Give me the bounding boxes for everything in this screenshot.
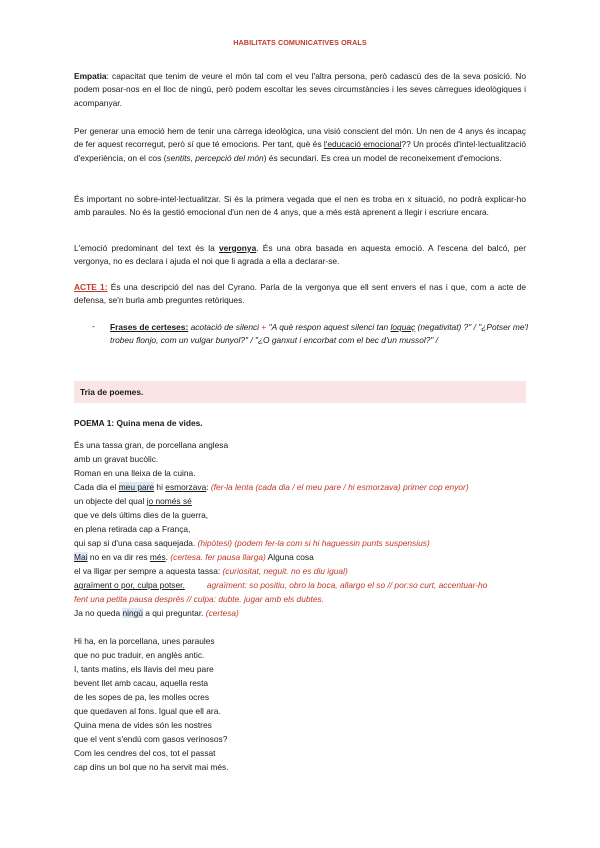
- annotation: (certesa): [205, 608, 239, 618]
- paragraph-empatia: [74, 70, 526, 110]
- paragraph-emocio: [74, 125, 526, 165]
- poem-line: que no puc traduir, en anglès antic.: [74, 650, 205, 660]
- text-span: Alguna cosa: [265, 552, 314, 562]
- poem-line: I, tants matins, els llavis del meu pare: [74, 664, 214, 674]
- text-span: un objecte del qual: [74, 496, 147, 506]
- poem-line: que quedaven al fons. Igual que ell ara.: [74, 706, 221, 716]
- paragraph-intellectualitzar: És important no sobre-intel·lectualitzar. Si és la primera vegada que el nen es troba en x situació, no podrà explicar-ho amb paraules. No és la gestió emocional d'un nen de 4 anys, que a més està aprenent a llegir i escriure encara.: [74, 194, 526, 218]
- underlined-term: loquaç: [390, 322, 416, 332]
- poem-line: Quina mena de vides són les nostres: [74, 720, 212, 730]
- plus-sign: +: [261, 322, 267, 332]
- underlined-term: l'educació emocional: [323, 139, 402, 150]
- text-span: el va lligar per sempre a aquesta tassa:: [74, 566, 223, 576]
- term-empatia: Empatia: [74, 71, 107, 81]
- poem-line: que ve dels últims dies de la guerra,: [74, 510, 209, 520]
- text-span: Cada dia el: [74, 482, 119, 492]
- poem-line: de les sopes de pa, les molles ocres: [74, 692, 210, 702]
- underlined-word: més: [149, 552, 166, 562]
- poem-line: bevent llet amb cacau, aquella resta: [74, 678, 209, 688]
- annotation: (podem fer-la com si hi haguessin punts suspensius): [234, 538, 430, 548]
- italic-span: "A què respon aquest silenci tan: [266, 322, 391, 332]
- bullet-label: Frases de certeses:: [110, 322, 189, 332]
- poem-line: Hi ha, en la porcellana, unes paraules: [74, 636, 215, 646]
- bullet-dash: -: [92, 321, 95, 331]
- text-span: . És una obra basada en aquesta emoció. A l'escena del balcó, per vergonya, no es declara i ajuda el noi que li agrada a ella a declarar-se.: [74, 243, 527, 267]
- highlighted-word: Mai: [74, 552, 88, 562]
- poem-line: en plena retirada cap a França,: [74, 524, 191, 534]
- highlighted-word: ningú: [122, 608, 143, 618]
- poem-line: [74, 580, 487, 590]
- paragraph-text: : capacitat que tenim de veure el món tal com el veu l'altra persona, però cadascú des de la seva posició. No podem posar-nos en el lloc de ningú, però podem escoltar les seves circumstàncies i les seves càrregues ideològiques i acompanyar.: [74, 71, 526, 108]
- poem-line: [74, 594, 324, 604]
- text-span: Per generar una emoció hem de tenir una càrrega ideològica, una visió conscient del món. Un nen de 4 anys és incapaç de fer aquest recorregut, però sí que té emocions. Per tant, què és: [74, 126, 526, 150]
- section-heading: Tria de poemes.: [80, 387, 144, 397]
- poem-line: Roman en una lleixa de la cuina.: [74, 468, 196, 478]
- poem-title: POEMA 1: Quina mena de vides.: [74, 418, 203, 428]
- poem-line: cap dins un bol que no ha servit mai més.: [74, 762, 229, 772]
- text-span: ) és secundari. Es crea un model de reconeixement d'emocions.: [263, 152, 502, 163]
- annotation: (fer-la lenta (cada dia / el meu pare / hi esmorzava) primer cop enyor): [210, 482, 469, 492]
- annotation: (certesa. fer pausa llarga): [170, 552, 266, 562]
- poem-line: És una tassa gran, de porcellana anglesa: [74, 440, 229, 450]
- page-title: HABILITATS COMUNICATIVES ORALS: [233, 38, 367, 47]
- poem-line: [74, 482, 469, 492]
- underlined-word: esmorzava: [165, 482, 207, 492]
- text-span: hi: [154, 482, 166, 492]
- text-span: qui sap si d'una casa saquejada.: [74, 538, 198, 548]
- poem-line: [74, 552, 314, 562]
- annotation: fent una petita pausa després // culpa: dubte. jugar amb els dubtes.: [74, 594, 325, 604]
- paragraph-vergonya: [74, 242, 526, 269]
- annotation: (curiositat, neguit. no es diu igual): [222, 566, 348, 576]
- italic-span: sentits, percepció del món: [166, 152, 264, 163]
- italic-span: acotació de silenci: [188, 322, 262, 332]
- text-span: :: [206, 482, 211, 492]
- underlined-term: vergonya: [218, 243, 257, 253]
- poem-line: [74, 608, 239, 618]
- poem-line: que el vent s'endú com gasos verinosos?: [74, 734, 228, 744]
- text-span: a qui preguntar.: [142, 608, 206, 618]
- text-span: És una descripció del nas del Cyrano. Parla de la vergonya que ell sent envers el nas i que, com a acte de defensa, se'n burla amb preguntes retòriques.: [74, 282, 526, 306]
- underlined-word: jo només sé: [146, 496, 192, 506]
- text-span: Ja no queda: [74, 608, 123, 618]
- text-span: L'emoció predominant del text és la: [74, 243, 219, 253]
- paragraph-acte1: [74, 281, 526, 308]
- bullet-frases: [110, 321, 528, 348]
- poem-line: Com les cendres del cos, tot el passat: [74, 748, 216, 758]
- poem-line: [74, 566, 348, 576]
- acte-label: ACTE 1:: [74, 282, 108, 292]
- poem-line: [74, 538, 430, 548]
- annotation: agraïment: so positiu, obro la boca, allargo el so // por:so curt, accentuar-ho: [206, 580, 488, 590]
- text-span: ?? Un procés d'intel·lectualització d'experiència, on el cos (: [74, 139, 526, 163]
- text-span: .: [165, 552, 171, 562]
- poem-line: amb un gravat bucòlic.: [74, 454, 159, 464]
- italic-span: (negativitat) ?" / "¿Potser me'l trobeu flonjo, com un vulgar bunyol?" / "¿O ganxut i encorbat com el bec d'un mussol?" /: [110, 322, 528, 346]
- annotation: (hipòtesi): [197, 538, 233, 548]
- underlined-word: agraïment o por, culpa potser.: [74, 580, 185, 590]
- poem-line: [74, 496, 192, 506]
- text-span: no en va dir res: [87, 552, 150, 562]
- highlighted-word: meu pare: [118, 482, 155, 492]
